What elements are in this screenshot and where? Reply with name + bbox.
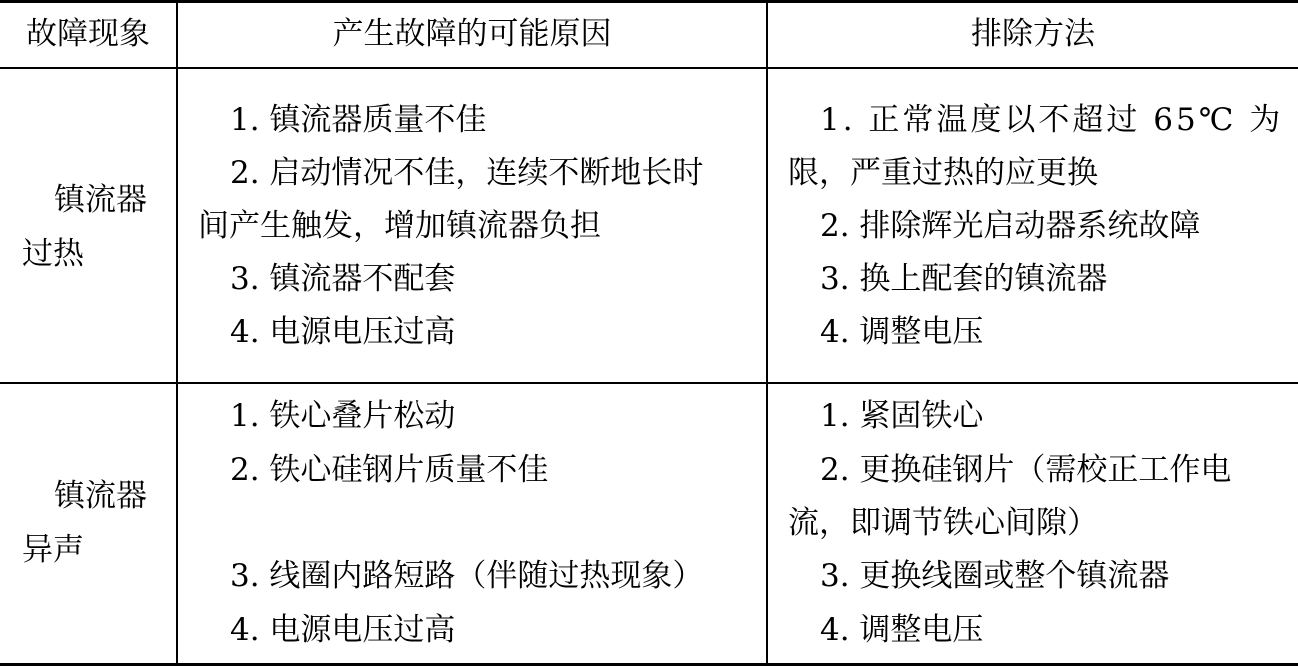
header-symptom: 故障现象 <box>26 16 150 52</box>
row2-remedy-3: 3. 更换线圈或整个镇流器 <box>820 558 1170 594</box>
row1-cause-1: 1. 镇流器质量不佳 <box>230 102 487 138</box>
header-causes: 产生故障的可能原因 <box>332 16 612 52</box>
header-rule <box>0 67 1298 69</box>
row2-symptom-line2: 异声 <box>22 532 84 568</box>
row1-cause-2-cont: 间产生触发，增加镇流器负担 <box>198 208 601 244</box>
row2-remedy-2: 2. 更换硅钢片（需校正工作电 <box>820 452 1232 488</box>
row1-remedy-3: 3. 换上配套的镇流器 <box>820 261 1108 297</box>
column-divider-2 <box>766 0 768 666</box>
row-divider <box>0 382 1298 384</box>
row1-cause-2: 2. 启动情况不佳，连续不断地长时 <box>230 155 704 191</box>
row1-remedy-4: 4. 调整电压 <box>820 314 984 350</box>
table-bottom-rule <box>0 663 1298 666</box>
row1-remedy-1-cont: 限，严重过热的应更换 <box>788 155 1098 191</box>
row1-remedy-2: 2. 排除辉光启动器系统故障 <box>820 208 1201 244</box>
row2-remedy-2-cont: 流，即调节铁心间隙） <box>788 505 1098 541</box>
row2-cause-1: 1. 铁心叠片松动 <box>230 398 456 434</box>
header-remedies: 排除方法 <box>971 16 1095 52</box>
row2-cause-3: 3. 线圈内路短路（伴随过热现象） <box>230 558 704 594</box>
table-top-rule <box>0 0 1298 3</box>
row1-symptom-line2: 过热 <box>22 236 84 272</box>
row1-cause-3: 3. 镇流器不配套 <box>230 261 456 297</box>
row1-remedy-1: 1. 正常温度以不超过 65℃ 为 <box>820 102 1284 138</box>
row2-remedy-1: 1. 紧固铁心 <box>820 398 984 434</box>
row1-cause-4: 4. 电源电压过高 <box>230 314 456 350</box>
column-divider-1 <box>176 0 178 666</box>
row2-remedy-4: 4. 调整电压 <box>820 612 984 648</box>
row2-cause-4: 4. 电源电压过高 <box>230 612 456 648</box>
row2-symptom-line1: 镇流器 <box>54 478 147 514</box>
row2-cause-2: 2. 铁心硅钢片质量不佳 <box>230 452 549 488</box>
row1-symptom-line1: 镇流器 <box>54 182 147 218</box>
